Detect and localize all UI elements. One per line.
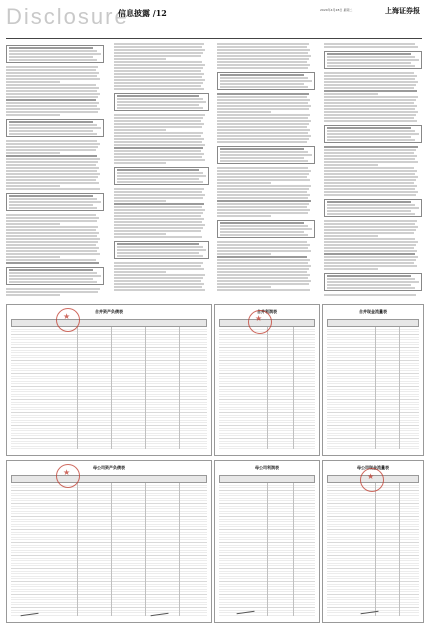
- article-table: [217, 220, 315, 238]
- text-line: [114, 289, 205, 291]
- article-table: [217, 146, 315, 164]
- text-line: [114, 88, 204, 90]
- text-line: [114, 162, 166, 164]
- text-line: [6, 167, 99, 169]
- text-line: [114, 224, 205, 226]
- parent-balance-sheet: [6, 460, 212, 623]
- text-line: [114, 61, 202, 63]
- text-line: [114, 129, 166, 131]
- text-line: [217, 262, 308, 264]
- text-line: [6, 99, 96, 101]
- text-line: [217, 67, 308, 69]
- text-line: [324, 229, 416, 231]
- text-line: [217, 250, 311, 252]
- text-line: [114, 135, 201, 137]
- article-table: [324, 51, 422, 69]
- text-line: [217, 129, 310, 131]
- text-line: [114, 280, 201, 282]
- article-columns: [6, 42, 422, 300]
- text-line: [114, 197, 203, 199]
- text-line: [6, 176, 98, 178]
- text-line: [324, 244, 416, 246]
- text-line: [114, 43, 204, 45]
- text-line: [6, 66, 98, 68]
- text-line: [217, 179, 310, 181]
- text-line: [6, 81, 60, 83]
- text-line: [114, 268, 204, 270]
- text-line: [324, 161, 418, 163]
- text-line: [324, 78, 415, 80]
- text-line: [114, 221, 202, 223]
- text-line: [324, 167, 414, 169]
- text-line: [6, 149, 96, 151]
- page-header: [0, 0, 428, 40]
- text-line: [324, 46, 418, 48]
- article-column-3: [217, 42, 315, 300]
- text-line: [217, 256, 307, 258]
- text-line: [217, 274, 310, 276]
- text-line: [217, 215, 271, 217]
- text-line: [217, 209, 310, 211]
- text-line: [324, 253, 415, 255]
- text-line: [217, 96, 307, 98]
- statement-title: 合并资产负债表: [95, 309, 123, 314]
- text-line: [324, 226, 418, 228]
- text-line: [114, 236, 202, 238]
- text-line: [217, 117, 308, 119]
- company-seal-stamp: [360, 468, 384, 492]
- text-line: [114, 147, 203, 149]
- text-line: [6, 96, 98, 98]
- text-line: [217, 120, 311, 122]
- text-line: [217, 46, 307, 48]
- text-line: [6, 170, 97, 172]
- text-line: [6, 105, 97, 107]
- text-line: [114, 286, 202, 288]
- text-line: [6, 241, 98, 243]
- text-line: [114, 138, 204, 140]
- text-line: [324, 72, 414, 74]
- header-rule: [6, 38, 422, 39]
- text-line: [6, 173, 100, 175]
- text-line: [324, 294, 416, 296]
- text-line: [114, 274, 205, 276]
- statement-title: 合并现金流量表: [359, 309, 387, 314]
- parent-income-statement: [214, 460, 320, 623]
- text-line: [6, 87, 99, 89]
- statement-title: 母公司资产负债表: [93, 465, 125, 470]
- text-line: [6, 232, 99, 234]
- text-line: [114, 159, 205, 161]
- text-line: [6, 78, 100, 80]
- text-line: [6, 244, 96, 246]
- text-line: [217, 191, 307, 193]
- text-line: [6, 143, 100, 145]
- article-table: [6, 193, 104, 211]
- text-line: [217, 141, 307, 143]
- text-line: [114, 188, 204, 190]
- text-line: [324, 259, 416, 261]
- text-line: [6, 253, 100, 255]
- text-line: [114, 277, 203, 279]
- text-line: [324, 114, 416, 116]
- text-line: [324, 262, 414, 264]
- text-line: [217, 185, 311, 187]
- text-line: [324, 152, 414, 154]
- text-line: [6, 288, 100, 290]
- text-line: [217, 111, 271, 113]
- text-line: [217, 265, 311, 267]
- text-line: [324, 235, 378, 237]
- table-header: [219, 475, 315, 483]
- text-line: [6, 108, 100, 110]
- table-header: [11, 319, 207, 327]
- text-line: [217, 132, 308, 134]
- text-line: [324, 188, 415, 190]
- brand-title: Disclosure: [6, 4, 129, 29]
- text-line: [114, 156, 202, 158]
- text-line: [114, 114, 205, 116]
- text-line: [6, 238, 100, 240]
- article-table: [6, 45, 104, 63]
- text-line: [114, 191, 202, 193]
- text-line: [324, 238, 415, 240]
- text-line: [217, 167, 308, 169]
- statement-title: 合并利润表: [257, 309, 277, 314]
- text-line: [324, 182, 414, 184]
- text-line: [114, 233, 166, 235]
- text-line: [324, 241, 418, 243]
- text-line: [114, 262, 203, 264]
- text-line: [324, 232, 414, 234]
- text-line: [114, 55, 201, 57]
- table-header: [11, 475, 207, 483]
- text-line: [6, 93, 100, 95]
- text-line: [217, 93, 309, 95]
- dateline: 2020年4月28日 星期二: [320, 8, 353, 12]
- text-line: [217, 283, 309, 285]
- text-line: [324, 43, 415, 45]
- text-line: [324, 81, 418, 83]
- text-line: [6, 229, 96, 231]
- text-line: [217, 289, 310, 291]
- text-line: [6, 111, 98, 113]
- text-line: [114, 230, 201, 232]
- text-line: [324, 247, 414, 249]
- text-line: [217, 277, 308, 279]
- text-line: [6, 220, 97, 222]
- section-label: 信息披露 /12: [118, 8, 167, 18]
- text-line: [114, 126, 202, 128]
- text-line: [217, 268, 309, 270]
- article-table: [6, 119, 104, 137]
- text-line: [217, 194, 310, 196]
- text-line: [6, 164, 96, 166]
- text-line: [6, 247, 99, 249]
- text-line: [324, 170, 417, 172]
- text-line: [6, 259, 96, 261]
- text-line: [6, 140, 97, 142]
- text-line: [324, 75, 417, 77]
- text-line: [324, 179, 416, 181]
- text-line: [114, 141, 202, 143]
- text-line: [217, 259, 310, 261]
- text-line: [324, 185, 417, 187]
- text-line: [324, 164, 378, 166]
- text-line: [114, 194, 205, 196]
- text-line: [324, 146, 418, 148]
- text-line: [6, 161, 98, 163]
- text-line: [6, 223, 60, 225]
- text-line: [114, 120, 201, 122]
- text-line: [114, 218, 204, 220]
- text-line: [217, 135, 311, 137]
- text-line: [324, 191, 418, 193]
- text-line: [324, 102, 414, 104]
- text-line: [217, 105, 311, 107]
- article-table: [324, 199, 422, 217]
- text-line: [324, 268, 378, 270]
- text-line: [6, 75, 97, 77]
- text-line: [6, 114, 60, 116]
- company-seal-stamp: [56, 308, 80, 332]
- text-line: [6, 72, 99, 74]
- text-line: [324, 99, 416, 101]
- table-rows: [11, 327, 207, 449]
- article-table: [217, 72, 315, 90]
- text-line: [6, 155, 97, 157]
- text-line: [324, 223, 415, 225]
- statement-title: 母公司现金流量表: [357, 465, 389, 470]
- text-line: [217, 61, 307, 63]
- text-line: [217, 170, 311, 172]
- text-line: [324, 111, 418, 113]
- text-line: [6, 262, 99, 264]
- text-line: [6, 217, 99, 219]
- text-line: [114, 82, 203, 84]
- text-line: [217, 114, 310, 116]
- text-line: [324, 155, 417, 157]
- text-line: [6, 250, 97, 252]
- text-line: [114, 209, 205, 211]
- text-line: [217, 52, 308, 54]
- text-line: [324, 108, 415, 110]
- text-line: [217, 244, 310, 246]
- text-line: [6, 158, 100, 160]
- text-line: [217, 203, 309, 205]
- text-line: [324, 158, 415, 160]
- text-line: [324, 84, 416, 86]
- text-line: [217, 247, 308, 249]
- text-line: [217, 55, 311, 57]
- text-line: [217, 58, 309, 60]
- text-line: [114, 212, 203, 214]
- text-line: [114, 73, 204, 75]
- text-line: [324, 194, 416, 196]
- text-line: [6, 182, 99, 184]
- text-line: [217, 206, 307, 208]
- table-rows: [327, 483, 419, 616]
- text-line: [114, 70, 201, 72]
- text-line: [114, 150, 201, 152]
- text-line: [114, 265, 201, 267]
- text-line: [324, 120, 417, 122]
- text-line: [6, 179, 96, 181]
- text-line: [217, 108, 309, 110]
- text-line: [217, 188, 309, 190]
- text-line: [6, 69, 96, 71]
- text-line: [324, 250, 417, 252]
- text-line: [217, 102, 308, 104]
- text-line: [324, 176, 418, 178]
- company-seal-stamp: [248, 310, 272, 334]
- text-line: [114, 200, 166, 202]
- text-line: [6, 188, 100, 190]
- article-table: [324, 125, 422, 143]
- text-line: [114, 46, 202, 48]
- text-line: [6, 185, 60, 187]
- text-line: [324, 220, 417, 222]
- text-line: [217, 176, 307, 178]
- text-line: [6, 90, 97, 92]
- text-line: [324, 105, 417, 107]
- text-line: [324, 173, 415, 175]
- consolidated-cash-flow-statement: [322, 304, 424, 456]
- text-line: [6, 102, 99, 104]
- text-line: [324, 256, 418, 258]
- text-line: [217, 64, 310, 66]
- text-line: [6, 226, 98, 228]
- text-line: [217, 43, 309, 45]
- text-line: [114, 58, 166, 60]
- text-line: [217, 49, 310, 51]
- text-line: [324, 96, 418, 98]
- text-line: [114, 49, 205, 51]
- text-line: [217, 99, 310, 101]
- text-line: [114, 283, 204, 285]
- text-line: [324, 87, 414, 89]
- text-line: [114, 206, 202, 208]
- text-line: [6, 214, 96, 216]
- text-line: [217, 212, 308, 214]
- text-line: [6, 294, 60, 296]
- text-line: [217, 123, 309, 125]
- text-line: [217, 197, 308, 199]
- text-line: [217, 200, 311, 202]
- text-line: [324, 149, 416, 151]
- statement-title: 母公司利润表: [255, 465, 279, 470]
- text-line: [217, 271, 307, 273]
- text-line: [217, 138, 309, 140]
- table-rows: [11, 483, 207, 616]
- article-column-2: [114, 42, 209, 300]
- article-table: [114, 241, 209, 259]
- text-line: [6, 146, 98, 148]
- text-line: [324, 90, 417, 92]
- text-line: [324, 265, 417, 267]
- article-column-1: [6, 42, 104, 300]
- text-line: [217, 280, 311, 282]
- text-line: [217, 182, 271, 184]
- company-seal-stamp: [56, 464, 80, 488]
- text-line: [114, 85, 201, 87]
- text-line: [217, 253, 271, 255]
- text-line: [114, 64, 205, 66]
- newspaper-name: 上海证券报: [385, 6, 420, 15]
- table-rows: [327, 327, 419, 449]
- article-table: [114, 93, 209, 111]
- consolidated-balance-sheet: [6, 304, 212, 456]
- text-line: [114, 153, 204, 155]
- text-line: [114, 132, 203, 134]
- table-header: [327, 319, 419, 327]
- text-line: [114, 215, 201, 217]
- text-line: [114, 271, 166, 273]
- text-line: [217, 241, 307, 243]
- text-line: [114, 52, 203, 54]
- text-line: [114, 123, 204, 125]
- text-line: [6, 84, 96, 86]
- text-line: [217, 286, 271, 288]
- text-line: [6, 291, 98, 293]
- text-line: [114, 67, 203, 69]
- article-column-4: [324, 42, 422, 300]
- text-line: [114, 117, 203, 119]
- article-table: [114, 167, 209, 185]
- text-line: [114, 227, 203, 229]
- text-line: [217, 126, 307, 128]
- article-table: [324, 273, 422, 291]
- text-line: [114, 144, 205, 146]
- text-line: [6, 235, 97, 237]
- text-line: [324, 93, 378, 95]
- text-line: [324, 117, 414, 119]
- text-line: [217, 173, 309, 175]
- text-line: [114, 76, 202, 78]
- text-line: [114, 79, 205, 81]
- article-table: [6, 267, 104, 285]
- text-line: [6, 152, 60, 154]
- text-line: [114, 203, 204, 205]
- text-line: [6, 256, 60, 258]
